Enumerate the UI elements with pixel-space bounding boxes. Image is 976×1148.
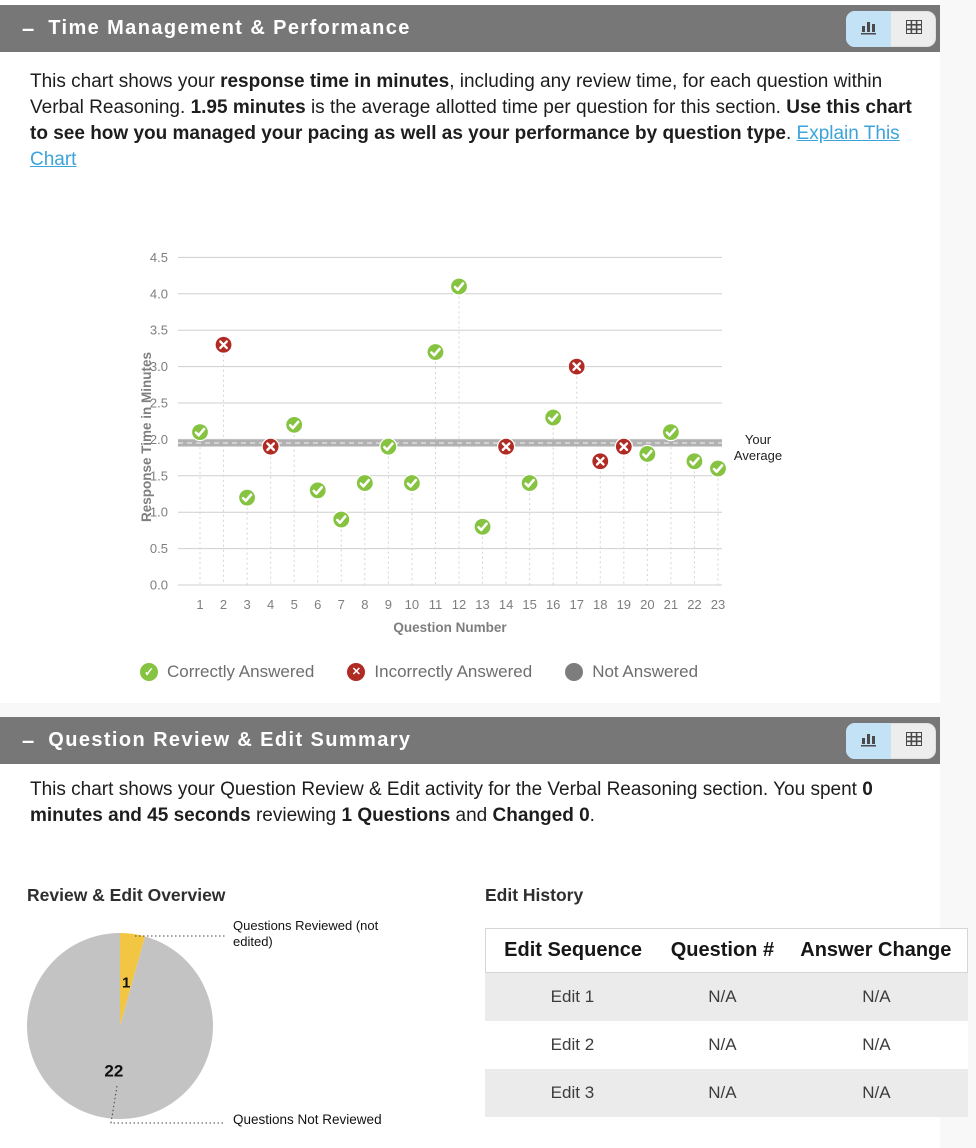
legend-item-incorrect <box>347 662 532 682</box>
chart-table-toggle <box>846 723 936 759</box>
collapse-icon[interactable]: – <box>22 15 35 41</box>
svg-text:19: 19 <box>616 597 632 612</box>
svg-text:7: 7 <box>337 597 345 612</box>
data-point-q20 <box>639 445 656 462</box>
pie-value-label: 22 <box>104 1061 124 1081</box>
section-title-time-management: Time Management & Performance <box>48 17 411 39</box>
svg-text:20: 20 <box>640 597 655 612</box>
svg-text:10: 10 <box>404 597 420 612</box>
svg-text:3: 3 <box>243 597 251 612</box>
data-point-q8 <box>356 475 373 492</box>
data-point-q1 <box>192 424 209 441</box>
column-header: Question # <box>670 939 775 961</box>
data-point-q15 <box>521 475 538 492</box>
svg-text:0.0: 0.0 <box>149 577 168 593</box>
table-cell: N/A <box>708 1083 737 1102</box>
intro-text: , including any review time, for each question within Verbal Reasoning. <box>30 71 883 118</box>
svg-text:11: 11 <box>428 597 443 612</box>
intro-bold-advice: Use this chart to see how you managed your pacing as well as your performance by question type <box>30 97 912 144</box>
data-point-q6 <box>309 482 326 499</box>
table-cell: N/A <box>862 1083 891 1102</box>
not-answered-dot-icon <box>565 663 583 681</box>
data-point-q3 <box>239 489 256 506</box>
intro-text: and <box>450 805 493 826</box>
svg-text:3.5: 3.5 <box>149 322 168 338</box>
table-cell: N/A <box>862 987 891 1006</box>
column-header: Answer Change <box>800 939 952 961</box>
intro-text: . <box>589 805 595 826</box>
data-point-q11 <box>427 344 444 361</box>
svg-text:21: 21 <box>663 597 679 612</box>
svg-text:Question Number: Question Number <box>393 620 507 635</box>
correct-check-icon: ✓ <box>140 663 158 681</box>
table-cell: Edit 1 <box>550 987 595 1006</box>
svg-text:6: 6 <box>314 597 322 612</box>
table-header-row <box>485 928 968 973</box>
bar-chart-icon <box>860 731 878 752</box>
svg-text:2.5: 2.5 <box>149 395 168 411</box>
intro-bold-response-time: response time in minutes <box>220 71 450 92</box>
review-edit-header-bar <box>0 717 940 764</box>
data-point-q18 <box>592 453 609 470</box>
intro-text: . <box>785 123 797 144</box>
column-header: Edit Sequence <box>504 939 642 961</box>
data-point-q10 <box>403 475 420 492</box>
incorrect-x-icon: ✕ <box>347 663 365 681</box>
legend-label: Incorrectly Answered <box>374 662 533 681</box>
table-cell: N/A <box>708 1035 737 1054</box>
intro-text: is the average allotted time per question for this section. <box>305 97 787 118</box>
time-intro-paragraph <box>30 69 935 173</box>
edit-history-title: Edit History <box>485 885 584 905</box>
svg-text:17: 17 <box>569 597 584 612</box>
intro-text: reviewing <box>250 805 342 826</box>
data-point-q21 <box>662 424 679 441</box>
intro-bold-average-minutes: 1.95 minutes <box>190 97 306 118</box>
data-point-q23 <box>709 460 726 477</box>
table-cell: Edit 2 <box>550 1035 595 1054</box>
data-point-q7 <box>333 511 350 528</box>
table-cell: N/A <box>862 1035 891 1054</box>
data-table-icon <box>906 732 922 751</box>
svg-text:1: 1 <box>196 597 204 612</box>
data-point-q22 <box>686 453 703 470</box>
intro-bold-review-time: 0 minutes and 45 seconds <box>30 779 873 826</box>
svg-text:5: 5 <box>290 597 298 612</box>
svg-text:15: 15 <box>522 597 537 612</box>
legend-label: Correctly Answered <box>167 662 315 681</box>
legend-label: Not Answered <box>592 662 699 681</box>
intro-bold-questions-reviewed: 1 Questions <box>341 805 451 826</box>
table-row <box>485 1021 968 1069</box>
data-point-q12 <box>450 278 467 295</box>
data-point-q5 <box>286 416 303 433</box>
svg-text:18: 18 <box>593 597 608 612</box>
chart-view-button[interactable] <box>846 11 891 47</box>
chart-view-button[interactable] <box>846 723 891 759</box>
svg-text:4.0: 4.0 <box>149 286 168 302</box>
svg-text:0.5: 0.5 <box>149 541 168 557</box>
data-point-q2 <box>215 336 232 353</box>
svg-text:4.5: 4.5 <box>149 249 168 265</box>
legend-item-not-answered <box>565 662 698 682</box>
svg-text:1.0: 1.0 <box>149 504 168 520</box>
intro-text: This chart shows your <box>30 71 221 92</box>
bar-chart-icon <box>860 19 878 40</box>
data-point-q17 <box>568 358 585 375</box>
table-row <box>485 1069 968 1117</box>
svg-text:3.0: 3.0 <box>149 359 168 375</box>
svg-text:1.5: 1.5 <box>149 468 168 484</box>
svg-text:8: 8 <box>361 597 369 612</box>
table-row <box>485 973 968 1021</box>
data-point-q9 <box>380 438 397 455</box>
time-management-header-bar <box>0 5 940 52</box>
chart-table-toggle <box>846 11 936 47</box>
collapse-icon[interactable]: – <box>22 727 35 753</box>
explain-chart-link[interactable]: Explain This Chart <box>30 123 900 170</box>
legend-item-correct <box>140 662 314 682</box>
review-intro-paragraph <box>30 777 940 829</box>
intro-text: This chart shows your Question Review & Edit activity for the Verbal Reasoning section. You spent <box>30 779 863 800</box>
data-point-q14 <box>498 438 515 455</box>
response-time-chart <box>130 243 940 650</box>
table-view-button[interactable] <box>891 11 936 47</box>
pie-label-reviewed: Questions Reviewed (not edited) <box>233 918 379 949</box>
data-table-icon <box>906 20 922 39</box>
chart-legend <box>140 662 698 682</box>
svg-text:14: 14 <box>498 597 514 612</box>
table-cell: N/A <box>708 987 737 1006</box>
pie-label-not-reviewed: Questions Not Reviewed <box>233 1112 382 1127</box>
svg-text:9: 9 <box>384 597 392 612</box>
svg-text:Response Time in Minutes: Response Time in Minutes <box>139 351 154 523</box>
pie-value-label: 1 <box>121 974 131 992</box>
svg-text:12: 12 <box>451 597 467 612</box>
svg-text:13: 13 <box>475 597 490 612</box>
table-cell: Edit 3 <box>550 1083 595 1102</box>
svg-text:22: 22 <box>687 597 702 612</box>
svg-text:2: 2 <box>219 597 228 612</box>
svg-text:4: 4 <box>267 597 275 612</box>
table-view-button[interactable] <box>891 723 936 759</box>
edit-history-table <box>485 928 968 1117</box>
intro-bold-changed: Changed 0 <box>492 805 590 826</box>
your-average-label: Your Average <box>733 432 783 463</box>
svg-text:2.0: 2.0 <box>149 431 168 447</box>
svg-text:16: 16 <box>545 597 561 612</box>
svg-text:23: 23 <box>710 597 726 612</box>
section-title-review-edit: Question Review & Edit Summary <box>48 729 412 751</box>
pie-chart-title: Review & Edit Overview <box>27 885 226 905</box>
data-point-q16 <box>545 409 562 426</box>
data-point-q19 <box>615 438 632 455</box>
data-point-q4 <box>262 438 279 455</box>
data-point-q13 <box>474 518 491 535</box>
